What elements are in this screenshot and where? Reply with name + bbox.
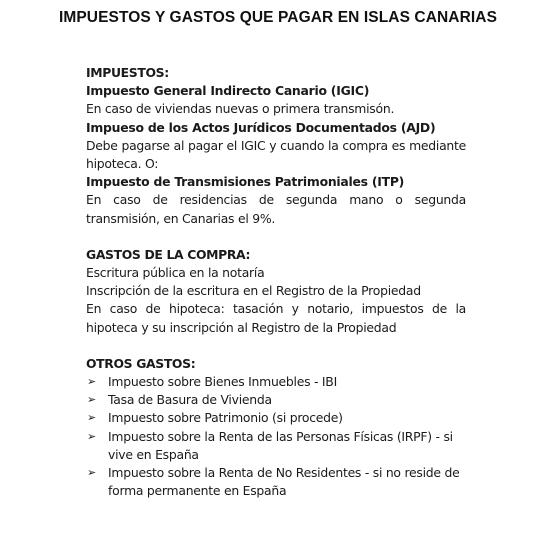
document-body (86, 64, 466, 500)
gasto-line-escritura: Escritura pública en la notaría (86, 265, 265, 281)
impuestos-section (86, 64, 466, 228)
list-item-text: Tasa de Basura de Vivienda (108, 392, 272, 408)
gasto-line-inscripcion: Inscripción de la escritura en el Registro de la Propiedad (86, 283, 421, 299)
list-item-text: Impuesto sobre Patrimonio (si procede) (108, 410, 343, 426)
section-spacer (86, 337, 466, 355)
gastos-compra-section (86, 246, 466, 337)
gasto-line-hipoteca: En caso de hipoteca: tasación y notario, impuestos de la hipoteca y su inscripción al Registro de la Propiedad (86, 301, 466, 335)
arrowhead-bullet-icon: ➢ (87, 466, 96, 480)
arrowhead-bullet-icon: ➢ (87, 375, 96, 389)
arrowhead-bullet-icon: ➢ (87, 411, 96, 425)
list-item-text: Impuesto sobre Bienes Inmuebles - IBI (108, 374, 337, 390)
tax-description-ajd: Debe pagarse al pagar el IGIC y cuando la compra es mediante hipoteca. O: (86, 137, 466, 172)
arrowhead-bullet-icon: ➢ (87, 429, 96, 443)
section-heading-impuestos: IMPUESTOS: (86, 65, 169, 80)
section-spacer (86, 228, 466, 246)
arrowhead-bullet-icon: ➢ (87, 393, 96, 407)
tax-name-igic: Impuesto General Indirecto Canario (IGIC) (86, 83, 370, 99)
list-item-text: Impuesto sobre la Renta de No Residentes - si no reside de forma permanente en España (108, 465, 460, 499)
tax-description-itp: En caso de residencias de segunda mano o segunda transmisión, en Canarias el 9%. (86, 192, 466, 226)
page-title: IMPUESTOS Y GASTOS QUE PAGAR EN ISLAS CANARIAS (58, 9, 498, 26)
list-item (86, 428, 466, 464)
otros-gastos-section (86, 355, 466, 501)
otros-gastos-list (86, 373, 466, 500)
section-heading-otros-gastos: OTROS GASTOS: (86, 355, 196, 371)
list-item (86, 409, 466, 427)
section-heading-gastos-compra: GASTOS DE LA COMPRA: (86, 246, 251, 262)
tax-name-itp: Impuesto de Transmisiones Patrimoniales (ITP) (86, 174, 405, 190)
list-item (86, 391, 466, 409)
list-item (86, 373, 466, 391)
list-item (86, 464, 466, 500)
tax-name-ajd: Impueso de los Actos Jurídicos Documentados (AJD) (86, 119, 436, 135)
list-item-text: Impuesto sobre la Renta de las Personas Físicas (IRPF) - si vive en España (108, 428, 453, 462)
tax-description-igic: En caso de viviendas nuevas o primera transmisón. (86, 101, 395, 117)
